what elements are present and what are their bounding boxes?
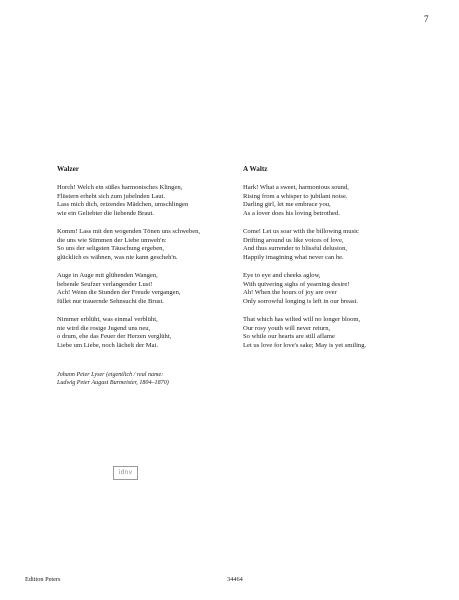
- poem-line: Our rosy youth will never return,: [243, 324, 331, 332]
- page-number: 7: [424, 14, 429, 24]
- poem-line: füllet nur trauernde Sehnsucht die Brust.: [57, 298, 164, 306]
- german-stanza-2: [57, 228, 242, 263]
- idnv-stamp: idnv: [113, 466, 138, 480]
- german-stanza-1: [57, 184, 242, 219]
- poem-line: And thus surrender to blissful delusion,: [243, 245, 348, 253]
- poem-line: Only sorrowful longing is left in our breast.: [243, 298, 359, 306]
- english-stanza-4: [243, 316, 428, 351]
- poem-line: Drifting around us like voices of love,: [243, 236, 344, 244]
- poem-line: Rising from a whisper to jubilant noise.: [243, 192, 348, 200]
- poem-line: Nimmer erblüht, was einmal verblüht,: [57, 315, 158, 323]
- poem-line: die uns wie Stimmen der Liebe umweh'n:: [57, 236, 167, 244]
- poem-line: Hark! What a sweet, harmonious sound,: [243, 183, 349, 191]
- poem-line: nie wird die rosige Jugend uns neu,: [57, 324, 151, 332]
- english-stanza-2: [243, 228, 428, 263]
- english-stanza-1: [243, 184, 428, 219]
- german-stanza-4: [57, 316, 242, 351]
- poem-line: With quivering sighs of yearning desire!: [243, 280, 350, 288]
- poem-line: That which has wilted will no longer bloom,: [243, 315, 361, 323]
- poem-line: Ah! When the hours of joy are over: [243, 289, 337, 297]
- poem-line: Horch! Welch ein süßes harmonisches Klingen,: [57, 183, 183, 191]
- english-title: A Waltz: [243, 165, 268, 173]
- poem-line: wie ein Geliebter die liebende Braut.: [57, 210, 155, 218]
- german-poem: [57, 165, 242, 388]
- poem-line: Flüstern erhebt sich zum jubelnden Laut.: [57, 192, 166, 200]
- poem-line: So while our hearts are still aflame: [243, 333, 335, 341]
- publisher-name: Edition Peters: [25, 576, 61, 583]
- poem-line: o drum, ehe das Feuer der Herzen verglüht,: [57, 333, 172, 341]
- poem-line: Liebe um Liebe, noch lächelt der Mai.: [57, 342, 159, 350]
- poem-line: As a lover does his loving betrothed.: [243, 210, 340, 218]
- poem-line: So uns der seligsten Täuschung ergeben,: [57, 245, 165, 253]
- poem-line: Komm! Lass mit den wogenden Tönen uns schweben,: [57, 227, 201, 235]
- poem-line: Lass mich dich, reizendes Mädchen, umschlingen: [57, 201, 189, 209]
- english-poem: [243, 165, 428, 360]
- poem-line: Eye to eye and cheeks aglow,: [243, 271, 321, 279]
- german-title: Walzer: [57, 165, 79, 173]
- poem-line: Ach! Wenn die Stunden der Freude vergangen,: [57, 289, 181, 297]
- poem-line: Darling girl, let me embrace you,: [243, 201, 331, 209]
- poem-line: Come! Let us soar with the billowing music: [243, 227, 359, 235]
- german-stanza-3: [57, 272, 242, 307]
- poem-line: bebende Seufzer verlangender Lust!: [57, 280, 153, 288]
- poem-line: Happily imagining what never can be.: [243, 254, 344, 262]
- poem-line: Let us love for love's sake; May is yet smiling.: [243, 342, 367, 350]
- catalog-number: 34464: [227, 576, 243, 583]
- credit-line: Johann Peter Lyser (eigentlich / real name:: [57, 371, 164, 378]
- poem-line: glücklich es wähnen, was nie kann gescheh'n.: [57, 254, 178, 262]
- author-credit: [57, 371, 242, 388]
- credit-line: Ludwig Peter August Burmeister, 1804–1870): [57, 380, 169, 387]
- english-stanza-3: [243, 272, 428, 307]
- poem-line: Auge in Auge mit glühenden Wangen,: [57, 271, 158, 279]
